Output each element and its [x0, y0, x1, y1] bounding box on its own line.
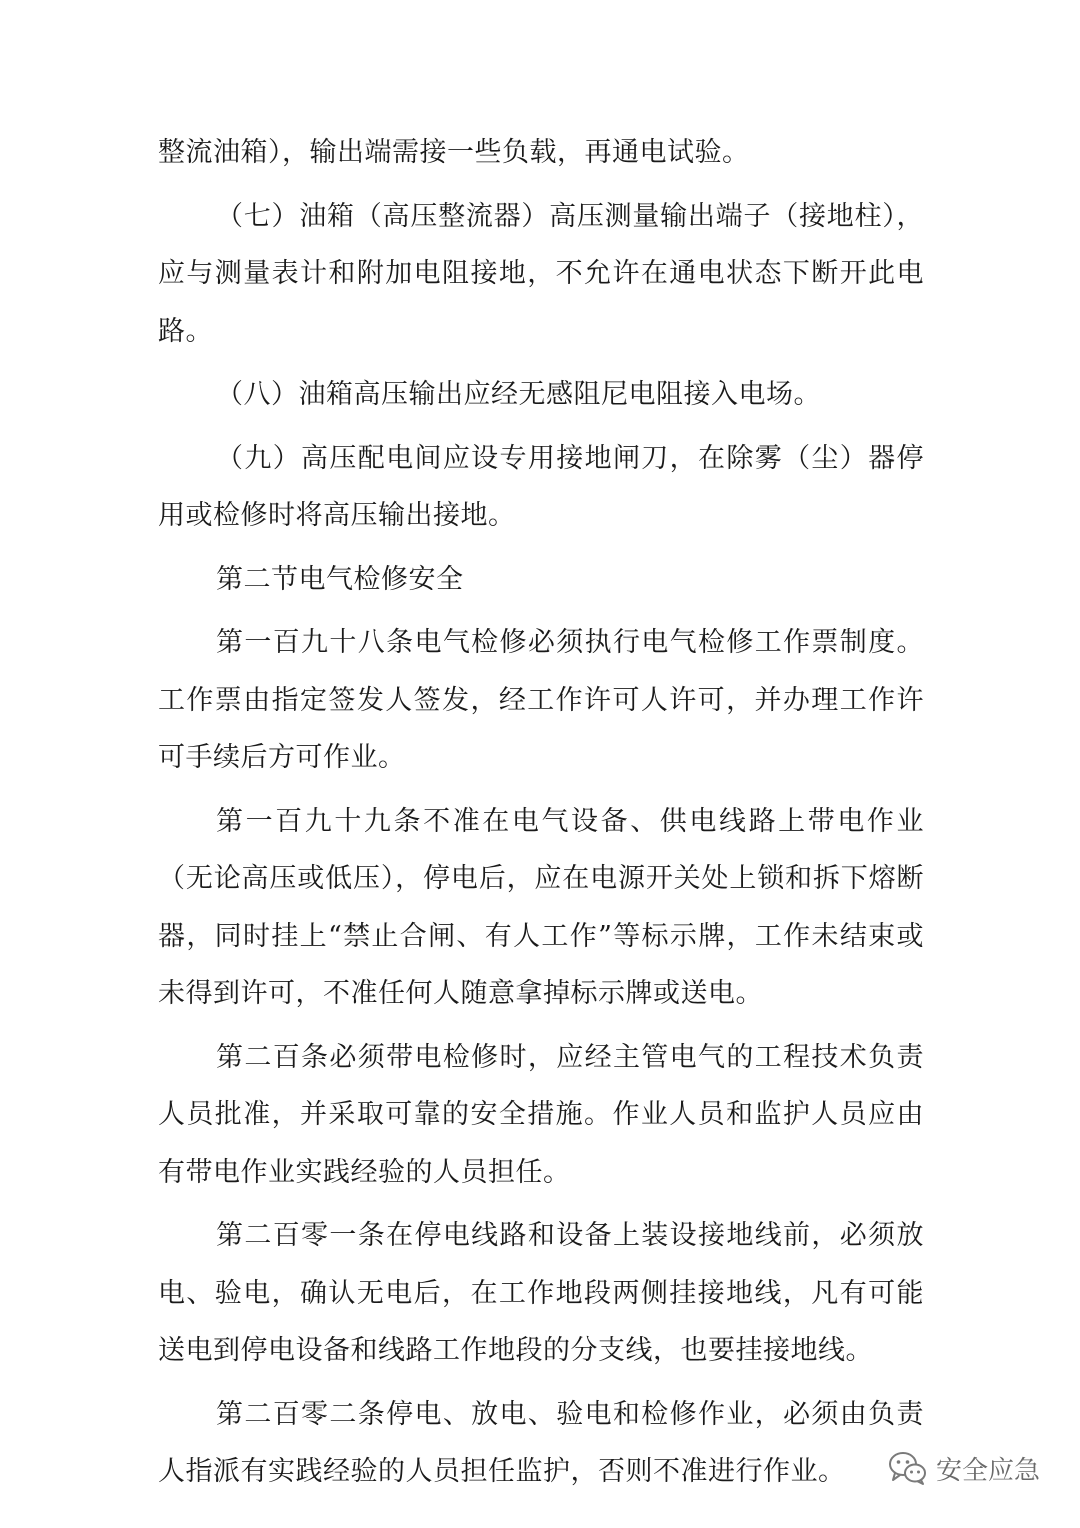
paragraph-item-7: （七）油箱（高压整流器）高压测量输出端子（接地柱），应与测量表计和附加电阻接地，不允许在通电状态下断开此电路。 — [158, 200, 924, 347]
paragraph-item-8: （八）油箱高压输出应经无感阻尼电阻接入电场。 — [216, 379, 821, 410]
watermark-text: 安全应急 — [935, 1455, 1040, 1486]
article-198: 第一百九十八条电气检修必须执行电气检修工作票制度。工作票由指定签发人签发，经工作许可人许可，并办理工作许可手续后方可作业。 — [158, 627, 924, 773]
article-202: 第二百零二条停电、放电、验电和检修作业，必须由负责人指派有实践经验的人员担任监护，否则不准进行作业。 — [158, 1398, 924, 1487]
document-body — [158, 124, 924, 1507]
paragraph-continuation: 整流油箱），输出端需接一些负载，再通电试验。 — [158, 137, 750, 168]
article-199: 第一百九十九条不准在电气设备、供电线路上带电作业（无论高压或低压），停电后，应在电源开关处上锁和拆下熔断器，同时挂上“禁止合闸、有人工作”等标示牌，工作未结束或未得到许可，不准任何人随意拿掉标示牌或送电。 — [158, 805, 924, 1009]
article-200: 第二百条必须带电检修时，应经主管电气的工程技术负责人员批准，并采取可靠的安全措施。作业人员和监护人员应由有带电作业实践经验的人员担任。 — [158, 1041, 924, 1188]
watermark — [888, 1446, 1040, 1490]
wechat-icon — [888, 1450, 928, 1486]
paragraph-item-9: （九）高压配电间应设专用接地闸刀，在除雾（尘）器停用或检修时将高压输出接地。 — [158, 442, 924, 531]
section-heading: 第二节电气检修安全 — [216, 563, 464, 595]
article-201: 第二百零一条在停电线路和设备上装设接地线前，必须放电、验电，确认无电后，在工作地段两侧挂接地线，凡有可能送电到停电设备和线路工作地段的分支线，也要挂接地线。 — [158, 1220, 924, 1366]
